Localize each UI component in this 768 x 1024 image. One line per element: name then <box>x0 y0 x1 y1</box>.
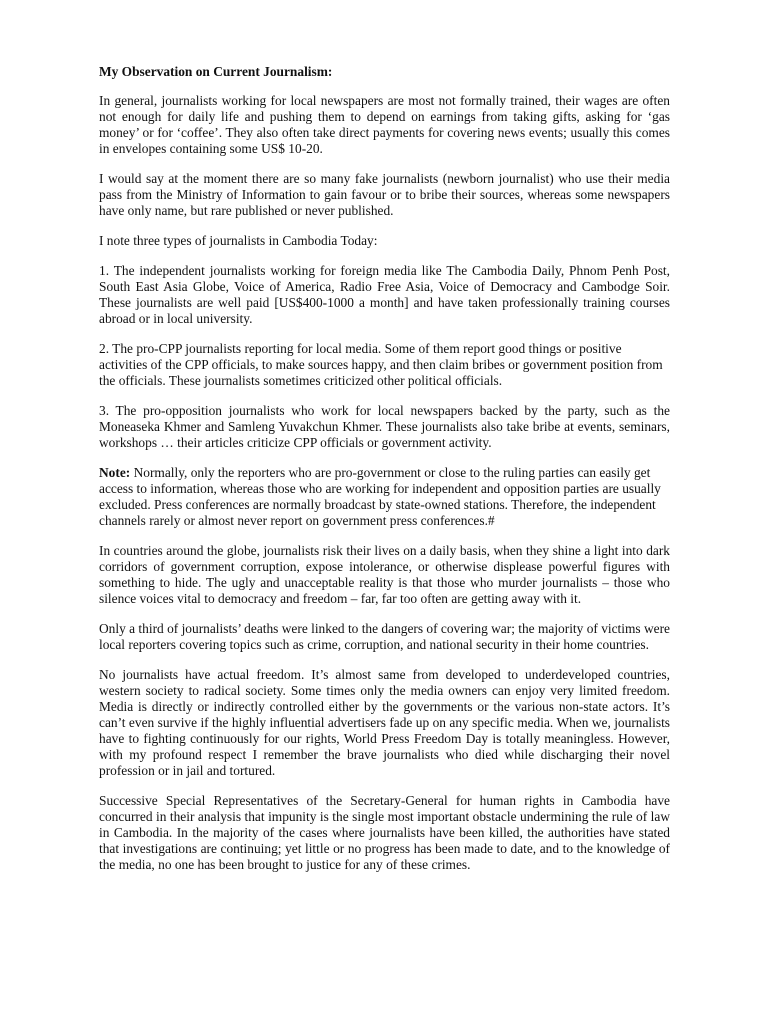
note-text: Normally, only the reporters who are pro-government or close to the ruling parties can easily get access to information, whereas those who are working for independent and opposition parties are usually excluded. Press conferences are normally broadcast by state-owned stations. Therefore, the independent channels rarely or almost never report on government press conferences.# <box>99 465 661 528</box>
note-paragraph <box>99 465 670 529</box>
paragraph-three-types-intro: I note three types of journalists in Cambodia Today: <box>99 233 378 248</box>
paragraph-training-wages: In general, journalists working for local newspapers are most not formally trained, their wages are often not enough for daily life and pushing them to depend on earnings from taking gifts, asking for ‘gas money’ or for ‘coffee’. They also often take direct payments for covering news events; usually this comes in envelopes containing some US$ 10-20. <box>99 93 670 156</box>
paragraph-impunity: Successive Special Representatives of the Secretary-General for human rights in Cambodia have concurred in their analysis that impunity is the single most important obstacle undermining the rule of law in Cambodia. In the majority of the cases where journalists have been killed, the authorities have stated that investigations are continuing; yet little or no progress has been made to date, and to the knowledge of the media, no one has been brought to justice for any of these crimes. <box>99 793 670 872</box>
document-title: My Observation on Current Journalism: <box>99 64 333 79</box>
paragraph-no-freedom: No journalists have actual freedom. It’s almost same from developed to underdeveloped countries, western society to radical society. Some times only the media owners can enjoy very limited freedom. Media is directly or indirectly controlled either by the governments or the various non-state actors. It’s can’t even survive if the highly influential advertisers fade up on any specific media. When we, journalists have to fighting continuously for our rights, World Press Freedom Day is totally meaningless. However, with my profound respect I remember the brave journalists who died while discharging their novel profession or in jail and tortured. <box>99 667 670 778</box>
paragraph-fake-journalists: I would say at the moment there are so many fake journalists (newborn journalist) who use their media pass from the Ministry of Information to gain favour or to bribe their sources, whereas some newspapers have only name, but rare published or never published. <box>99 171 670 218</box>
paragraph-type-pro-cpp: 2. The pro-CPP journalists reporting for local media. Some of them report good things or positive activities of the CPP officials, to make sources happy, and then claim bribes or government position from the officials. These journalists sometimes criticized other political officials. <box>99 341 663 388</box>
paragraph-type-pro-opposition: 3. The pro-opposition journalists who work for local newspapers backed by the party, such as the Moneaseka Khmer and Samleng Yuvakchun Khmer. These journalists also take bribe at events, seminars, workshops … their articles criticize CPP officials or government activity. <box>99 403 670 450</box>
paragraph-global-risks: In countries around the globe, journalists risk their lives on a daily basis, when they shine a light into dark corridors of government corruption, expose intolerance, or otherwise displease powerful figures with something to hide. The ugly and unacceptable reality is that those who murder journalists – those who silence voices vital to democracy and freedom – far, far too often are getting away with it. <box>99 543 670 606</box>
paragraph-third-of-deaths: Only a third of journalists’ deaths were linked to the dangers of covering war; the majority of victims were local reporters covering topics such as crime, corruption, and national security in their home countries. <box>99 621 670 652</box>
paragraph-type-independent: 1. The independent journalists working for foreign media like The Cambodia Daily, Phnom Penh Post, South East Asia Globe, Voice of America, Radio Free Asia, Voice of Democracy and Cambodge Soir. These journalists are well paid [US$400-1000 a month] and have taken professionally training courses abroad or in local university. <box>99 263 670 326</box>
note-label: Note: <box>99 465 131 480</box>
document-page <box>99 64 670 887</box>
